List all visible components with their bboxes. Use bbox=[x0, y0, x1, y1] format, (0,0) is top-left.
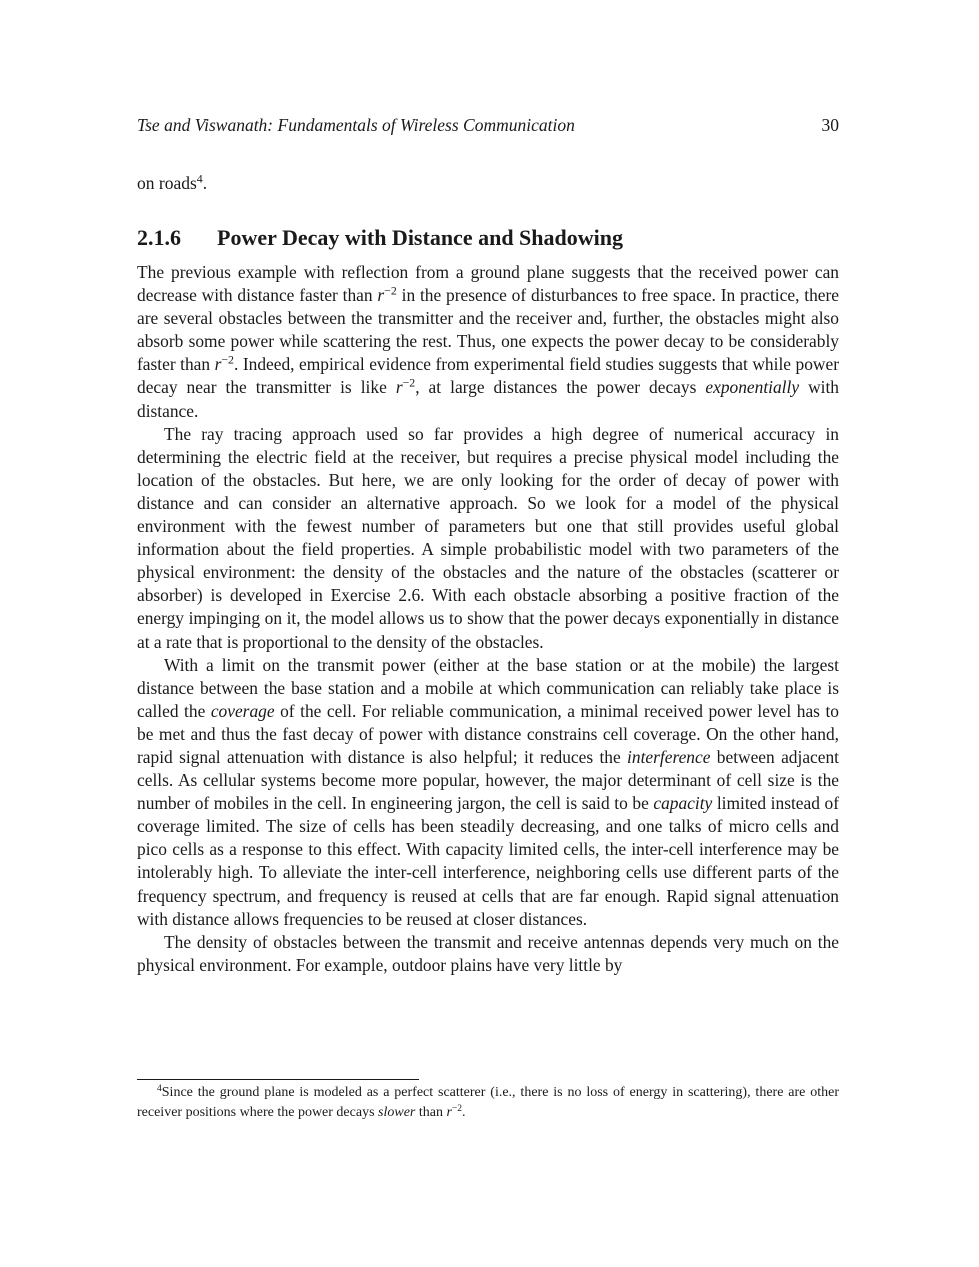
paragraph-text: between adjacent cells. As cellular systems become more popular, however, the major determinant of cell size is the number of mobiles in the cell. In engineering jargon, the cell is said to be bbox=[137, 746, 839, 814]
paragraph-1 bbox=[137, 261, 839, 423]
emphasis: interference bbox=[627, 746, 711, 767]
section-number: 2.1.6 bbox=[137, 225, 181, 250]
math-variable: r bbox=[214, 354, 222, 375]
continued-text-line bbox=[137, 172, 207, 194]
footnote-text bbox=[137, 1083, 839, 1122]
running-title: Tse and Viswanath: Fundamentals of Wireless Communication bbox=[137, 115, 575, 135]
paragraph-text: in the presence of disturbances to free space. In practice, there are several obstacles between the transmitter and the receiver and, further, the obstacles might also absorb some power while scattering the rest. Thus, one expects the power decay to be considerably faster than bbox=[137, 285, 839, 375]
emphasis: exponentially bbox=[705, 377, 800, 398]
paragraph-text: . Indeed, empirical evidence from experimental field studies suggests that while power decay near the transmitter is like bbox=[137, 354, 839, 398]
emphasis: coverage bbox=[210, 700, 275, 721]
math-variable: r bbox=[377, 285, 385, 306]
emphasis: slower bbox=[378, 1104, 416, 1120]
paragraph-4: The density of obstacles between the transmit and receive antennas depends very much on the physical environment. For example, outdoor plains have very little by bbox=[137, 931, 839, 975]
paragraph-text: of the cell. For reliable communication, a minimal received power level has to be met and thus the fast decay of power with distance constrains cell coverage. On the other hand, rapid signal attenuation with distance is also helpful; it reduces the bbox=[137, 700, 839, 767]
paragraph-text: With a limit on the transmit power (either at the base station or at the mobile) the largest distance between the base station and a mobile at which communication can reliably take place is called the bbox=[137, 654, 839, 721]
paragraph-3 bbox=[137, 654, 839, 931]
footnote bbox=[137, 1083, 839, 1122]
section-title: Power Decay with Distance and Shadowing bbox=[217, 225, 624, 250]
running-header bbox=[137, 114, 839, 136]
math-exponent: −2 bbox=[402, 375, 416, 390]
page-number: 30 bbox=[821, 115, 839, 135]
math-exponent: −2 bbox=[384, 283, 397, 298]
math-variable: r bbox=[395, 377, 403, 398]
footnote-mark: 4 bbox=[157, 1083, 162, 1094]
footnote-rule bbox=[137, 1079, 419, 1080]
emphasis: capacity bbox=[653, 793, 713, 814]
math-exponent: −2 bbox=[451, 1103, 463, 1114]
footnote-body: than bbox=[415, 1104, 447, 1120]
lead-in-period: . bbox=[202, 173, 208, 193]
math-variable: r bbox=[446, 1104, 452, 1120]
paragraph-text: The previous example with reflection from a ground plane suggests that the received power can decrease with distance faster than bbox=[137, 262, 839, 306]
footnote-period: . bbox=[462, 1104, 466, 1120]
lead-in-text: on roads bbox=[137, 173, 197, 193]
paragraph-text: , at large distances the power decays bbox=[415, 377, 706, 398]
paragraph-2: The ray tracing approach used so far provides a high degree of numerical accuracy in determining the electric field at the receiver, but requires a precise physical model including the location of the obstacles. But here, we are only looking for the order of decay of power with distance and can consider an alternative approach. So we look for a model of the physical environment with the fewest number of parameters but one that still provides useful global information about the field properties. A simple probabilistic model with two parameters of the physical environment: the density of the obstacles and the nature of the obstacles (scatterer or absorber) is developed in Exercise 2.6. With each obstacle absorbing a positive fraction of the energy impinging on it, the model allows us to show that the power decays exponentially in distance at a rate that is proportional to the density of the obstacles. bbox=[137, 423, 839, 652]
paragraph-text: with distance. bbox=[137, 377, 840, 421]
body-text bbox=[137, 261, 839, 977]
math-exponent: −2 bbox=[221, 352, 234, 367]
paragraph-text: limited instead of coverage limited. The size of cells has been steadily decreasing, and one talks of micro cells and pico cells as a response to this effect. With capacity limited cells, the inter-cell interference may be intolerably high. To alleviate the inter-cell interference, neighboring cells use different parts of the frequency spectrum, and frequency is reused at cells that are far enough. Rapid signal attenuation with distance allows frequencies to be reused at closer distances. bbox=[137, 793, 839, 929]
footnote-body: Since the ground plane is modeled as a perfect scatterer (i.e., there is no loss of energy in scattering), there are other receiver positions where the power decays bbox=[137, 1085, 839, 1120]
section-heading bbox=[137, 225, 839, 251]
footnote-reference[interactable]: 4 bbox=[196, 171, 203, 186]
